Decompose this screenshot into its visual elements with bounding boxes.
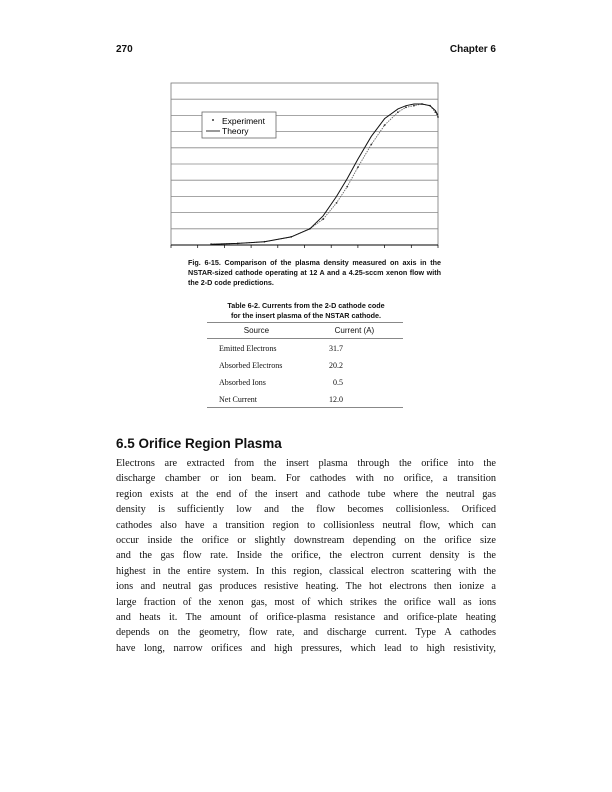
body-line: and heats it. The amount of orifice-plasma resistance and orifice-plate heating bbox=[116, 612, 496, 624]
data-point-experiment bbox=[384, 124, 386, 126]
data-point-experiment bbox=[357, 166, 359, 168]
data-point-experiment bbox=[413, 105, 415, 107]
cell-source: Absorbed Ions bbox=[219, 377, 266, 387]
data-point-experiment bbox=[437, 116, 439, 118]
cell-source: Absorbed Electrons bbox=[219, 360, 283, 370]
plasma-density-chart bbox=[165, 78, 445, 253]
legend-experiment: Experiment bbox=[222, 116, 265, 126]
legend-experiment-marker bbox=[212, 119, 214, 121]
cell-source: Emitted Electrons bbox=[219, 343, 277, 353]
table-caption-line: for the insert plasma of the NSTAR cathode. bbox=[230, 311, 382, 320]
body-line: discharge chamber or ion beam. For cathodes with no orifice, a transition bbox=[116, 473, 496, 485]
table-caption bbox=[200, 301, 412, 321]
body-line: Electrons are extracted from the insert plasma through the orifice into the bbox=[116, 458, 496, 469]
table-row bbox=[207, 373, 403, 390]
data-point-experiment bbox=[397, 111, 399, 113]
data-point-experiment bbox=[336, 202, 338, 204]
column-header-source: Source bbox=[207, 323, 306, 339]
cell-source: Net Current bbox=[207, 390, 306, 408]
legend bbox=[202, 112, 276, 138]
table-caption-line: Table 6-2. Currents from the 2-D cathode code bbox=[227, 301, 385, 310]
body-line: and the gas flow rate. Inside the orifice, the electron current density is the bbox=[116, 550, 496, 562]
data-point-experiment bbox=[405, 106, 407, 108]
table-row bbox=[207, 339, 403, 357]
legend-theory: Theory bbox=[222, 126, 249, 136]
cell-current: 20.2 bbox=[329, 360, 343, 370]
body-line: density is sufficiently low and the flow becomes collisionless. Orificed bbox=[116, 504, 496, 516]
data-point-experiment bbox=[322, 218, 324, 220]
body-line: depends on the geometry, flow rate, and discharge current. Type A cathodes bbox=[116, 627, 496, 639]
cell-current: 12.0 bbox=[306, 390, 403, 408]
body-line: large fraction of the xenon gas, most of which strikes the orifice wall as ions bbox=[116, 596, 496, 608]
currents-table bbox=[207, 322, 403, 408]
body-line: highest in the entire system. In this region, classical electron scattering with the bbox=[116, 565, 496, 577]
body-line: region exists at the end of the insert and cathode tube where the neutral gas bbox=[116, 488, 496, 500]
data-point-experiment bbox=[370, 144, 372, 146]
body-line: cathodes also have a transition region to collisionless neutral flow, which can bbox=[116, 519, 496, 531]
table-row bbox=[207, 390, 403, 408]
body-text bbox=[116, 456, 496, 656]
cell-current: 0.5 bbox=[333, 377, 343, 387]
column-header-current: Current (A) bbox=[306, 323, 403, 339]
body-line: ions and neutral gas produces resistive heating. The hot electrons then ionize a bbox=[116, 581, 496, 593]
chapter-title: Chapter 6 bbox=[449, 44, 496, 55]
body-line: occur inside the orifice or slightly downstream depending on the orifice size bbox=[116, 535, 496, 547]
cell-current: 31.7 bbox=[329, 343, 343, 353]
section-title: 6.5 Orifice Region Plasma bbox=[116, 436, 282, 451]
figure-caption: Fig. 6-15. Comparison of the plasma density measured on axis in the NSTAR-sized cathode operating at 12 A and a 4.25-sccm xenon flow with the 2-D code predictions. bbox=[188, 258, 441, 287]
data-point-experiment bbox=[346, 186, 348, 188]
body-line: have long, narrow orifices and high pressures, which lead to high resistivity, bbox=[116, 642, 496, 654]
page-number: 270 bbox=[116, 44, 133, 55]
table-row bbox=[207, 356, 403, 373]
